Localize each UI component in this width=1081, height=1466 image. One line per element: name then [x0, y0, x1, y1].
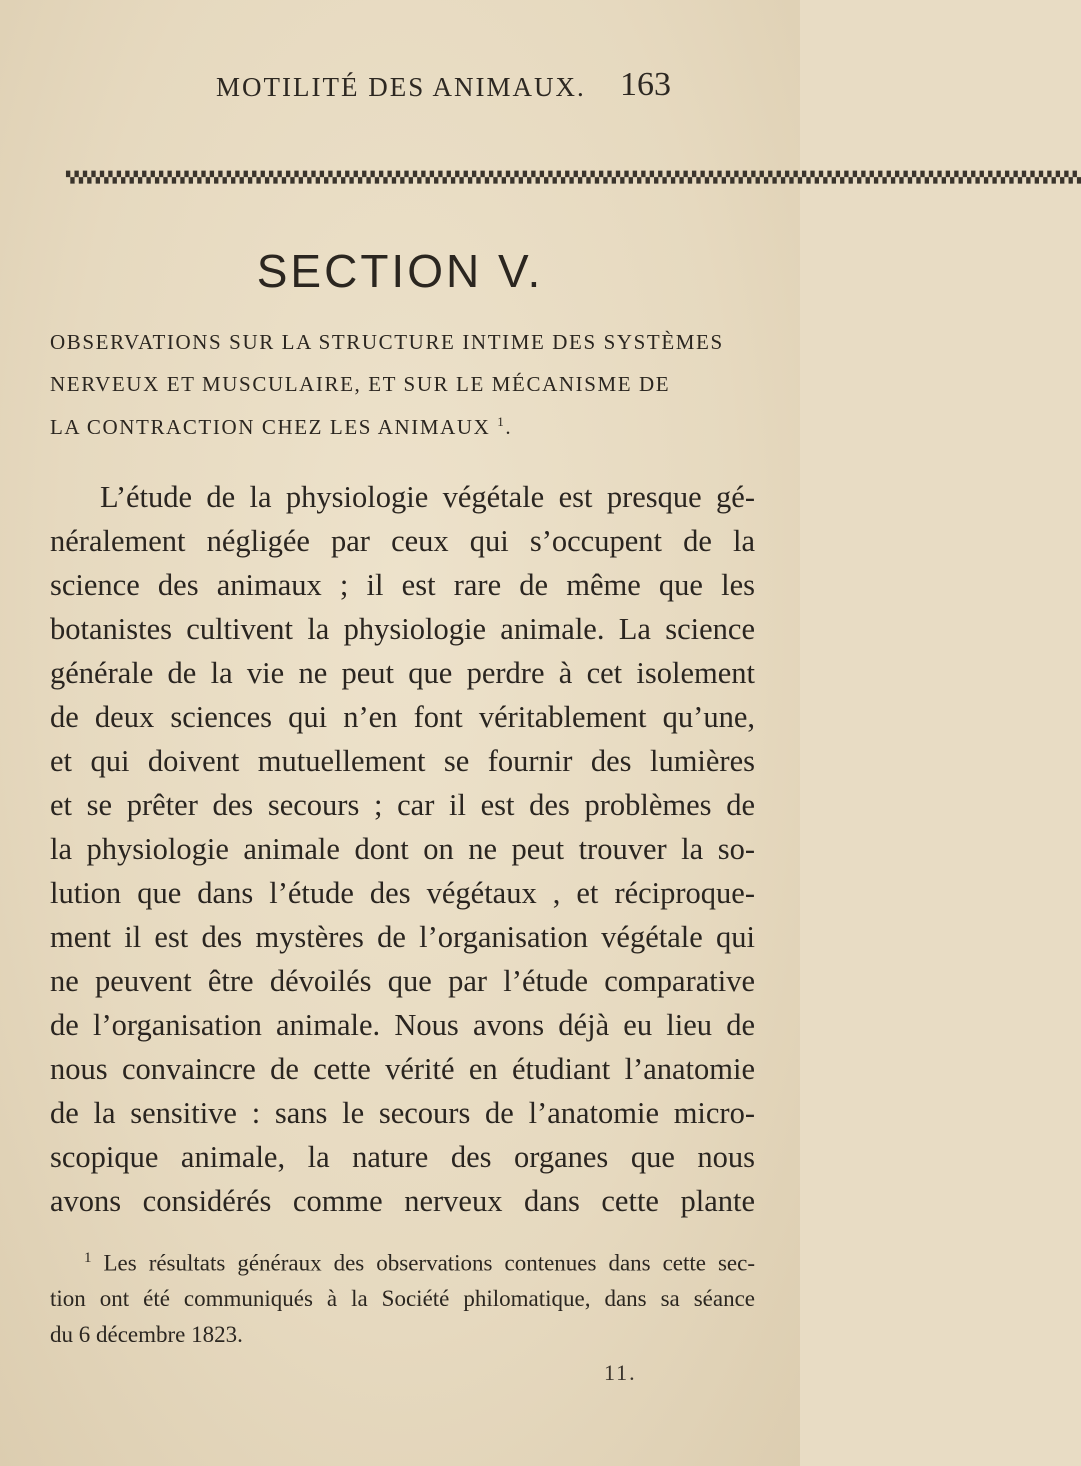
footnote-line: du 6 décembre 1823.: [50, 1322, 243, 1347]
footnote-line: tion ont été communiqués à la Société philomatique, dans sa séance: [50, 1286, 755, 1311]
body-line: lution que dans l’étude des végétaux , et réciproque-: [50, 876, 755, 910]
body-line: et qui doivent mutuellement se fournir des lumières: [50, 744, 755, 778]
body-line: ment il est des mystères de l’organisation végétale qui: [50, 920, 755, 954]
running-head-title: MOTILITÉ DES ANIMAUX.: [216, 72, 586, 102]
signature-mark: 11.: [604, 1360, 637, 1385]
body-line: de la sensitive : sans le secours de l’anatomie micro-: [50, 1096, 755, 1130]
heading-line-last: LA CONTRACTION CHEZ LES ANIMAUX $^1$.: [50, 414, 513, 439]
body-line: générale de la vie ne peut que perdre à cet isolement: [50, 656, 755, 690]
body-line: avons considérés comme nerveux dans cette plante: [50, 1184, 755, 1218]
body-line: ne peuvent être dévoilés que par l’étude comparative: [50, 964, 755, 998]
heading-line: NERVEUX ET MUSCULAIRE, ET SUR LE MÉCANISME DE: [50, 372, 671, 396]
footnote-mark: 1: [84, 1250, 92, 1266]
body-line: néralement négligée par ceux qui s’occupent de la: [50, 524, 755, 558]
body-line: L’étude de la physiologie végétale est presque gé-: [100, 480, 755, 514]
body-line: de deux sciences qui n’en font véritablement qu’une,: [50, 700, 755, 734]
body-line: science des animaux ; il est rare de même que les: [50, 568, 755, 602]
body-line: et se prêter des secours ; car il est des problèmes de: [50, 788, 755, 822]
footnote-line-first: [84, 1250, 755, 1277]
body-line: scopique animale, la nature des organes que nous: [50, 1140, 755, 1174]
body-line: nous convaincre de cette vérité en étudiant l’anatomie: [50, 1052, 755, 1086]
heading-footnote-ref: 1: [497, 414, 506, 429]
body-line: la physiologie animale dont on ne peut trouver la so-: [50, 832, 755, 866]
ornamental-rule: ▚▚▚▚▚▚▚▚▚▚▚▚▚▚▚▚▚▚▚▚▚▚▚▚▚▚▚▚▚▚▚▚▚▚▚▚▚▚▚▚▚▚▚▚▚▚▚▚▚▚▚▚▚▚▚▚▚▚▚▚▚▚▚▚▚▚▚▚▚▚▚▚▚▚▚▚▚▚▚▚▚▚▚▚▚▚▚▚▚▚▚▚▚▚▚▚▚▚▚▚▚▚▚▚▚▚▚▚▚▚▚▚▚▚▚▚▚▚▚▚: [66, 171, 1081, 184]
section-title: SECTION V.: [256, 245, 544, 297]
body-line: botanistes cultivent la physiologie animale. La science: [50, 612, 755, 646]
page-number: 163: [620, 66, 671, 103]
heading-line-text: LA CONTRACTION CHEZ LES ANIMAUX: [50, 415, 491, 439]
body-line: de l’organisation animale. Nous avons déjà eu lieu de: [50, 1008, 755, 1042]
footnote-line-text: Les résultats généraux des observations contenues dans cette sec-: [103, 1250, 756, 1276]
heading-line: OBSERVATIONS SUR LA STRUCTURE INTIME DES SYSTÈMES: [50, 330, 724, 354]
